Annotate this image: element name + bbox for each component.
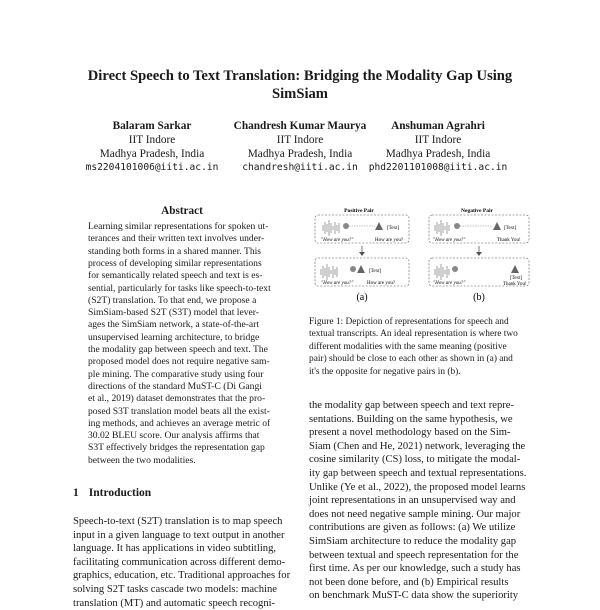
section-title: Introduction bbox=[88, 487, 152, 499]
text-line: input in a given language to text output in another bbox=[73, 529, 285, 541]
text-line: joint representations in an unsupervised way and bbox=[309, 495, 516, 507]
text-line: S3T effectively bridges the representation gap bbox=[88, 442, 265, 454]
speech-node-icon bbox=[454, 223, 460, 229]
speech-node-icon bbox=[343, 223, 349, 229]
text-line: SimSiam architecture to reduce the modality gap bbox=[309, 536, 517, 547]
author-affiliation: IIT Indore bbox=[276, 134, 324, 146]
text-token: [Text] bbox=[510, 276, 523, 281]
waveform-icon bbox=[435, 264, 449, 280]
text-line: pair) should be close to each other as shown in (a) and bbox=[309, 354, 513, 365]
text-line: Siam (Chen and He, 2021) network, leveraging the bbox=[309, 440, 526, 452]
text-line: sential, particularly for tasks like speech-to-text bbox=[88, 282, 271, 294]
author-email[interactable]: ms2204101006@iiti.ac.in bbox=[85, 162, 219, 173]
text-token: [Text] bbox=[504, 226, 517, 231]
text-line: ing methods, and achieves an average metric of bbox=[88, 417, 271, 429]
subfigure-label-a: (a) bbox=[356, 292, 368, 303]
text-line: Speech-to-text (S2T) translation is to map speech bbox=[73, 516, 283, 527]
author-block bbox=[72, 119, 232, 175]
section-heading bbox=[73, 487, 151, 499]
text-line: translation (MT) and automatic speech recogni- bbox=[73, 597, 276, 609]
waveform-icon bbox=[321, 264, 337, 280]
speech-phrase: "How are you?" bbox=[321, 238, 354, 243]
text-phrase: How are you? bbox=[375, 238, 404, 243]
author-affiliation: IIT Indore bbox=[414, 134, 462, 146]
text-line: posed S3T translation model beats all the exist- bbox=[88, 405, 270, 417]
text-line: ple mining. The comparative study using four bbox=[88, 368, 264, 380]
text-node-icon bbox=[511, 265, 519, 273]
text-node-icon bbox=[493, 222, 501, 230]
figure-1 bbox=[309, 203, 541, 308]
text-line: between textual and speech representation for the bbox=[309, 549, 519, 561]
author-name: Chandresh Kumar Maurya bbox=[233, 120, 367, 132]
text-line: Unlike (Ye et al., 2022), the proposed model learns bbox=[309, 481, 526, 493]
author-email[interactable]: phd2201101008@iiti.ac.in bbox=[368, 162, 508, 173]
arrow-head-icon bbox=[359, 252, 365, 256]
author-name: Anshuman Agrahri bbox=[391, 120, 485, 132]
section-number: 1 bbox=[73, 487, 79, 499]
paper-title bbox=[60, 67, 540, 103]
speech-phrase: "How are you?" bbox=[321, 281, 354, 286]
text-phrase: Thank You! bbox=[503, 282, 527, 287]
author-affiliation: IIT Indore bbox=[128, 134, 176, 146]
text-line: graphics, education, etc. Traditional approaches for bbox=[73, 570, 291, 582]
speech-node-icon bbox=[350, 266, 356, 272]
author-block bbox=[220, 119, 380, 175]
author-email[interactable]: chandresh@iiti.ac.in bbox=[242, 162, 358, 173]
waveform-icon bbox=[323, 220, 339, 236]
speech-phrase: "How are you?" bbox=[433, 238, 466, 243]
text-line: 30.02 BLEU score. Our analysis affirms that bbox=[88, 430, 260, 442]
text-node-icon bbox=[375, 222, 383, 230]
text-line: language. It has applications in video subtitling, bbox=[73, 543, 277, 555]
text-line: present a novel methodology based on the Sim- bbox=[309, 427, 511, 439]
text-line: sentations. Building on the same hypothesis, we bbox=[309, 413, 513, 425]
text-line: unsupervised learning architecture, to bridge bbox=[88, 331, 260, 343]
author-block bbox=[358, 119, 518, 175]
text-line: does not need negative sample mining. Our major bbox=[309, 508, 521, 520]
text-line: proposed model does not require negative sam- bbox=[88, 356, 270, 368]
title-line-1: Direct Speech to Text Translation: Bridging the Modality Gap Using bbox=[87, 68, 513, 84]
text-line: for semantically related speech and text is es- bbox=[88, 270, 263, 282]
waveform-icon bbox=[435, 220, 449, 236]
text-token: [Text] bbox=[369, 269, 382, 274]
text-line: directions of the standard MuST-C (Di Gangi bbox=[88, 380, 262, 392]
text-line: the modality gap between speech and text. The bbox=[88, 344, 268, 355]
arrow-head-icon bbox=[476, 252, 482, 256]
text-line: contributions are given as follows: (a) We utilize bbox=[309, 522, 516, 534]
text-line: facilitating communication across different demo- bbox=[73, 556, 286, 568]
text-line: standing both forms in a shared manner. This bbox=[88, 245, 262, 257]
text-line: SimSiam-based S2T (S3T) model that lever- bbox=[88, 307, 259, 319]
text-phrase: How are you? bbox=[367, 281, 396, 286]
text-line: et al., 2019) dataset demonstrates that the pro- bbox=[88, 393, 266, 405]
speech-phrase: "How are you?" bbox=[433, 281, 466, 286]
text-line: different modalities with the same meaning (positive bbox=[309, 341, 507, 352]
text-line: solving S2T tasks cascade two models: machine bbox=[73, 584, 277, 595]
text-phrase: Thank You! bbox=[497, 238, 521, 243]
author-location: Madhya Pradesh, India bbox=[385, 148, 491, 160]
text-token: [Text] bbox=[387, 226, 400, 231]
author-location: Madhya Pradesh, India bbox=[99, 148, 205, 160]
text-node-icon bbox=[357, 265, 365, 273]
text-line: the modality gap between speech and text repre- bbox=[309, 400, 515, 411]
speech-node-icon bbox=[452, 266, 458, 272]
text-line: textual transcripts. An ideal representation is where two bbox=[309, 329, 518, 340]
text-line: it's the opposite for negative pairs in (b). bbox=[309, 366, 461, 377]
text-line: on benchmark MuST-C data show the superiority bbox=[309, 590, 519, 602]
panel-b-title: Negative Pair bbox=[461, 208, 493, 214]
author-location: Madhya Pradesh, India bbox=[247, 148, 353, 160]
abstract-heading: Abstract bbox=[161, 205, 203, 217]
text-line: Learning similar representations for spoken ut- bbox=[88, 221, 269, 232]
text-line: terances and their written text involves under- bbox=[88, 233, 265, 245]
text-line: process of developing similar representations bbox=[88, 257, 262, 269]
author-name: Balaram Sarkar bbox=[112, 120, 192, 132]
panel-a-title: Positive Pair bbox=[344, 208, 374, 214]
text-line: first time. As per our knowledge, such a study has bbox=[309, 563, 521, 575]
text-line: cosine similarity (CS) loss, to mitigate the modal- bbox=[309, 454, 521, 466]
figure-1-diagram bbox=[309, 203, 541, 308]
text-line: not been done before, and (b) Empirical results bbox=[309, 576, 509, 588]
text-line: (S2T) translation. To that end, we propose a bbox=[88, 294, 257, 306]
subfigure-label-b: (b) bbox=[473, 292, 485, 303]
title-line-2: SimSiam bbox=[272, 86, 328, 102]
text-line: ity gap between speech and textual representations. bbox=[309, 468, 527, 479]
text-line: Figure 1: Depiction of representations for speech and bbox=[309, 317, 509, 327]
text-line: ages the SimSiam network, a state-of-the-art bbox=[88, 319, 260, 331]
text-line: between the two modalities. bbox=[88, 454, 196, 466]
